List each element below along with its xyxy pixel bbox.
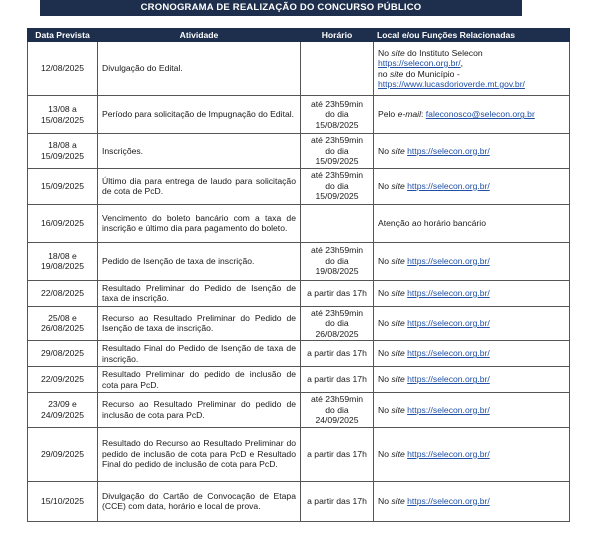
- row-time: a partir das 17h: [301, 367, 374, 393]
- row-location: [374, 168, 570, 204]
- table-row: [28, 134, 570, 169]
- row-date: 15/09/2025: [28, 168, 98, 204]
- selecon-link[interactable]: https://selecon.org.br/: [407, 255, 490, 266]
- loc-text: site: [391, 404, 405, 415]
- row-location: [374, 341, 570, 367]
- row-time: a partir das 17h: [301, 341, 374, 367]
- loc-text: No: [378, 180, 392, 191]
- header-activity: Atividade: [98, 29, 301, 42]
- row-activity: Resultado Final do Pedido de Isenção de taxa de inscrição.: [98, 341, 301, 367]
- row-location: [374, 96, 570, 134]
- header-time: Horário: [301, 29, 374, 42]
- row-time: [301, 42, 374, 96]
- row-location: [374, 393, 570, 428]
- row-activity: Recurso ao Resultado Preliminar do pedido de inclusão de cota para PcD.: [98, 393, 301, 428]
- selecon-link[interactable]: https://selecon.org.br/: [378, 58, 461, 68]
- loc-text: site: [391, 318, 405, 328]
- selecon-link[interactable]: https://selecon.org.br/: [407, 145, 490, 156]
- row-date: 29/09/2025: [28, 427, 98, 481]
- row-time: até 23h59min do dia 26/08/2025: [301, 306, 374, 341]
- loc-text: No: [378, 448, 392, 459]
- row-activity: Último dia para entrega de laudo para solicitação de cota de PcD.: [98, 168, 301, 204]
- schedule-table: [27, 28, 570, 522]
- loc-text: :: [421, 109, 426, 120]
- row-date: 15/10/2025: [28, 481, 98, 521]
- row-date: 22/08/2025: [28, 280, 98, 306]
- row-time: [301, 204, 374, 242]
- row-date: 25/08 e 26/08/2025: [28, 306, 98, 341]
- selecon-link[interactable]: https://selecon.org.br/: [407, 180, 490, 191]
- row-location: [374, 134, 570, 169]
- row-date: 12/08/2025: [28, 42, 98, 96]
- loc-text: site: [391, 448, 405, 459]
- table-row: [28, 242, 570, 280]
- loc-text: No: [378, 145, 392, 156]
- selecon-link[interactable]: https://selecon.org.br/: [407, 404, 490, 415]
- table-row: [28, 341, 570, 367]
- row-activity: Resultado do Recurso ao Resultado Preliminar do pedido de inclusão de cota para PcD e Resultado Final do pedido de inclusão de cota para PcD.: [98, 427, 301, 481]
- row-date: 13/08 a 15/08/2025: [28, 96, 98, 134]
- row-date: 22/09/2025: [28, 367, 98, 393]
- table-row: [28, 96, 570, 134]
- row-time: a partir das 17h: [301, 427, 374, 481]
- row-activity: Resultado Preliminar do pedido de inclusão de cota para PcD.: [98, 367, 301, 393]
- row-time: até 23h59min do dia 24/09/2025: [301, 393, 374, 428]
- row-location: [374, 481, 570, 521]
- table-row: [28, 42, 570, 96]
- row-location: [374, 367, 570, 393]
- row-location: [374, 306, 570, 341]
- row-time: até 23h59min do dia 15/08/2025: [301, 96, 374, 134]
- row-location: [374, 427, 570, 481]
- row-date: 18/08 a 15/09/2025: [28, 134, 98, 169]
- table-row: [28, 280, 570, 306]
- selecon-link[interactable]: https://selecon.org.br/: [407, 318, 490, 328]
- row-activity: Recurso ao Resultado Preliminar do Pedido de Isenção de taxa de inscrição.: [98, 306, 301, 341]
- row-date: 23/09 e 24/09/2025: [28, 393, 98, 428]
- loc-text: site: [391, 145, 405, 156]
- loc-text: site: [389, 68, 404, 79]
- header-location: Local e/ou Funções Relacionadas: [374, 29, 570, 42]
- table-row: [28, 427, 570, 481]
- email-link[interactable]: faleconosco@selecon.org.br: [425, 109, 535, 120]
- loc-text: No: [378, 318, 392, 328]
- loc-text: site: [391, 495, 405, 506]
- loc-text: site: [391, 255, 405, 266]
- loc-text: do Instituto Selecon: [404, 47, 483, 58]
- table-row: [28, 306, 570, 341]
- table-header-row: [28, 29, 570, 42]
- row-activity: Período para solicitação de Impugnação do Edital.: [98, 96, 301, 134]
- table-row: [28, 367, 570, 393]
- row-location: [374, 280, 570, 306]
- loc-text: No: [378, 495, 392, 506]
- row-activity: Inscrições.: [98, 134, 301, 169]
- row-activity: Divulgação do Cartão de Convocação de Etapa (CCE) com data, horário e local de prova.: [98, 481, 301, 521]
- selecon-link[interactable]: https://selecon.org.br/: [407, 348, 490, 359]
- loc-text: Atenção ao horário bancário: [378, 217, 486, 228]
- table-row: [28, 481, 570, 521]
- loc-text: No: [378, 374, 392, 385]
- loc-text: no: [378, 68, 390, 79]
- row-date: 18/08 e 19/08/2025: [28, 242, 98, 280]
- page-title: CRONOGRAMA DE REALIZAÇÃO DO CONCURSO PÚBLICO: [40, 0, 522, 16]
- row-activity: Pedido de Isenção de taxa de inscrição.: [98, 242, 301, 280]
- row-activity: Divulgação do Edital.: [98, 42, 301, 96]
- loc-text: e-mail: [397, 109, 421, 120]
- header-date: Data Prevista: [28, 29, 98, 42]
- row-location: [374, 42, 570, 96]
- row-date: 29/08/2025: [28, 341, 98, 367]
- loc-text: No: [378, 255, 392, 266]
- row-time: a partir das 17h: [301, 280, 374, 306]
- loc-text: No: [378, 47, 392, 58]
- selecon-link[interactable]: https://selecon.org.br/: [407, 448, 490, 459]
- table-row: [28, 168, 570, 204]
- loc-text: do Município -: [403, 68, 460, 79]
- loc-text: No: [378, 287, 392, 298]
- loc-text: site: [391, 47, 405, 58]
- loc-text: site: [391, 180, 405, 191]
- row-activity: Resultado Preliminar do Pedido de Isenção de taxa de inscrição.: [98, 280, 301, 306]
- table-row: [28, 204, 570, 242]
- loc-text: Pelo: [378, 109, 398, 120]
- loc-text: site: [391, 287, 405, 298]
- loc-text: No: [378, 348, 392, 359]
- table-row: [28, 393, 570, 428]
- row-time: até 23h59min do dia 15/09/2025: [301, 168, 374, 204]
- row-time: a partir das 17h: [301, 481, 374, 521]
- selecon-link[interactable]: https://selecon.org.br/: [407, 374, 490, 385]
- municipality-link[interactable]: https://www.lucasdorioverde.mt.gov.br/: [378, 79, 525, 89]
- loc-text: ,: [460, 58, 464, 68]
- row-time: até 23h59min do dia 15/09/2025: [301, 134, 374, 169]
- row-location: [374, 204, 570, 242]
- loc-text: site: [391, 348, 405, 359]
- loc-text: No: [378, 404, 392, 415]
- loc-text: site: [391, 374, 405, 385]
- selecon-link[interactable]: https://selecon.org.br/: [407, 495, 490, 506]
- row-activity: Vencimento do boleto bancário com a taxa de inscrição e último dia para pagamento do boleto.: [98, 204, 301, 242]
- selecon-link[interactable]: https://selecon.org.br/: [407, 287, 490, 298]
- row-location: [374, 242, 570, 280]
- row-date: 16/09/2025: [28, 204, 98, 242]
- row-time: até 23h59min do dia 19/08/2025: [301, 242, 374, 280]
